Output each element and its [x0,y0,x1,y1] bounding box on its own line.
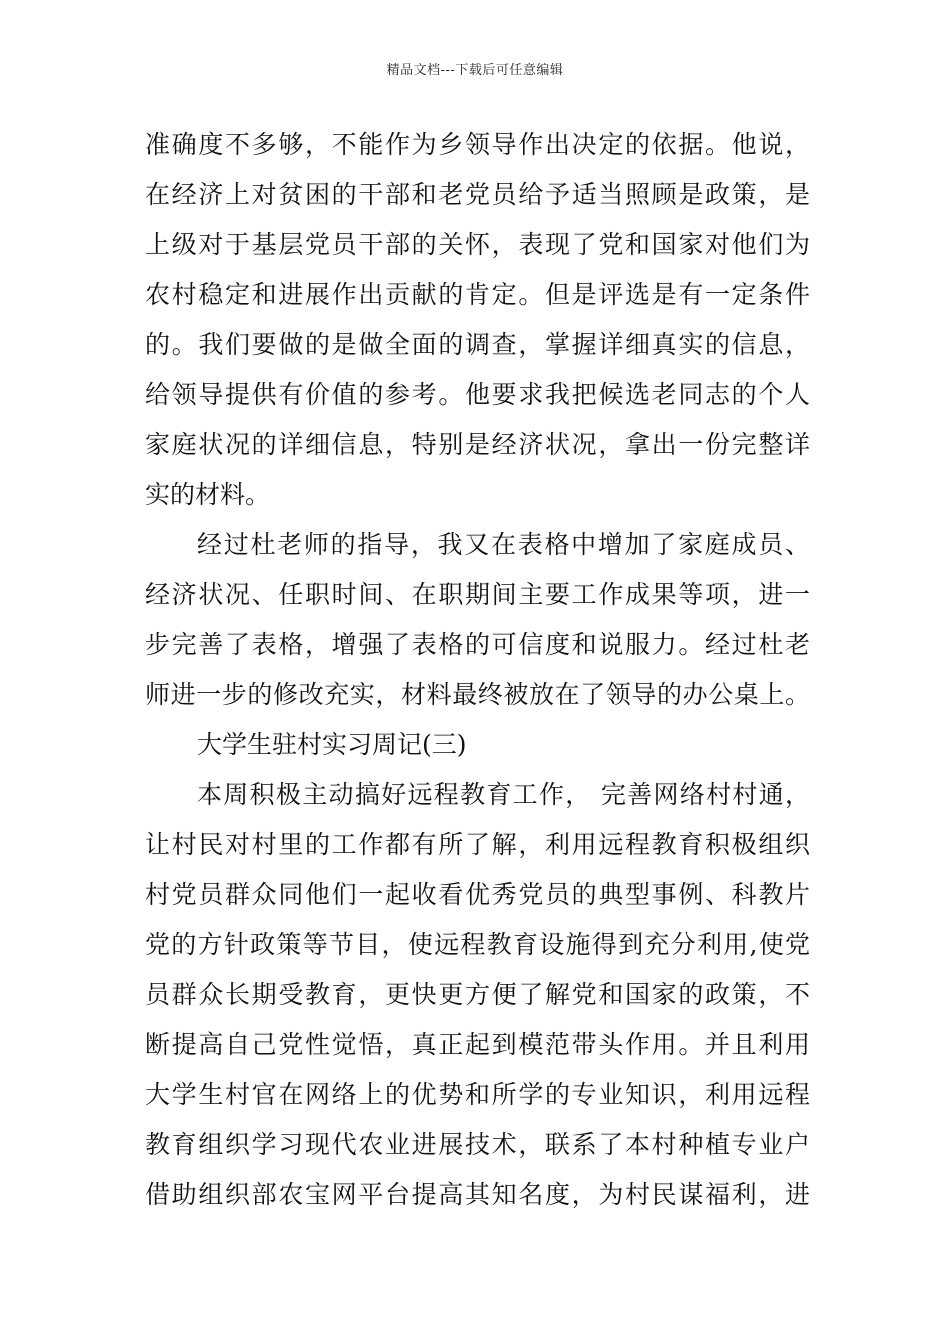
text-line: 步完善了表格，增强了表格的可信度和说服力。经过杜老 [145,630,810,659]
text-line: 借助组织部农宝网平台提高其知名度，为村民谋福利，进 [145,1180,810,1209]
text-line: 本周积极主动搞好远程教育工作， 完善网络村村通， [197,780,810,809]
document-body [145,120,810,1220]
text-line: 经过杜老师的指导，我又在表格中增加了家庭成员、 [197,530,810,559]
text-line: 农村稳定和进展作出贡献的肯定。但是评选是有一定条件 [145,280,810,309]
section-heading: 大学生驻村实习周记(三) [197,730,467,759]
text-line: 党的方针政策等节目，使远程教育设施得到充分利用,使党 [145,930,810,959]
text-line: 家庭状况的详细信息，特别是经济状况，拿出一份完整详 [145,430,810,459]
text-line: 员群众长期受教育，更快更方便了解党和国家的政策，不 [145,980,810,1009]
text-line: 村党员群众同他们一起收看优秀党员的典型事例、科教片 [145,880,810,909]
text-line: 大学生村官在网络上的优势和所学的专业知识，利用远程 [145,1080,810,1109]
text-line: 上级对于基层党员干部的关怀，表现了党和国家对他们为 [145,230,810,259]
text-line: 准确度不多够，不能作为乡领导作出决定的依据。他说， [145,130,810,159]
text-line: 师进一步的修改充实，材料最终被放在了领导的办公桌上。 [145,680,810,709]
text-line: 的。我们要做的是做全面的调查，掌握详细真实的信息， [145,330,810,359]
text-line: 给领导提供有价值的参考。他要求我把候选老同志的个人 [145,380,810,409]
text-line: 断提高自己党性觉悟，真正起到模范带头作用。并且利用 [145,1030,810,1059]
text-line: 在经济上对贫困的干部和老党员给予适当照顾是政策，是 [145,180,810,209]
text-line: 教育组织学习现代农业进展技术，联系了本村种植专业户 [145,1130,810,1159]
text-line: 经济状况、任职时间、在职期间主要工作成果等项，进一 [145,580,810,609]
page-header: 精品文档---下载后可任意编辑 [386,63,564,78]
text-line: 让村民对村里的工作都有所了解，利用远程教育积极组织 [145,830,810,859]
text-line: 实的材料。 [145,480,271,509]
